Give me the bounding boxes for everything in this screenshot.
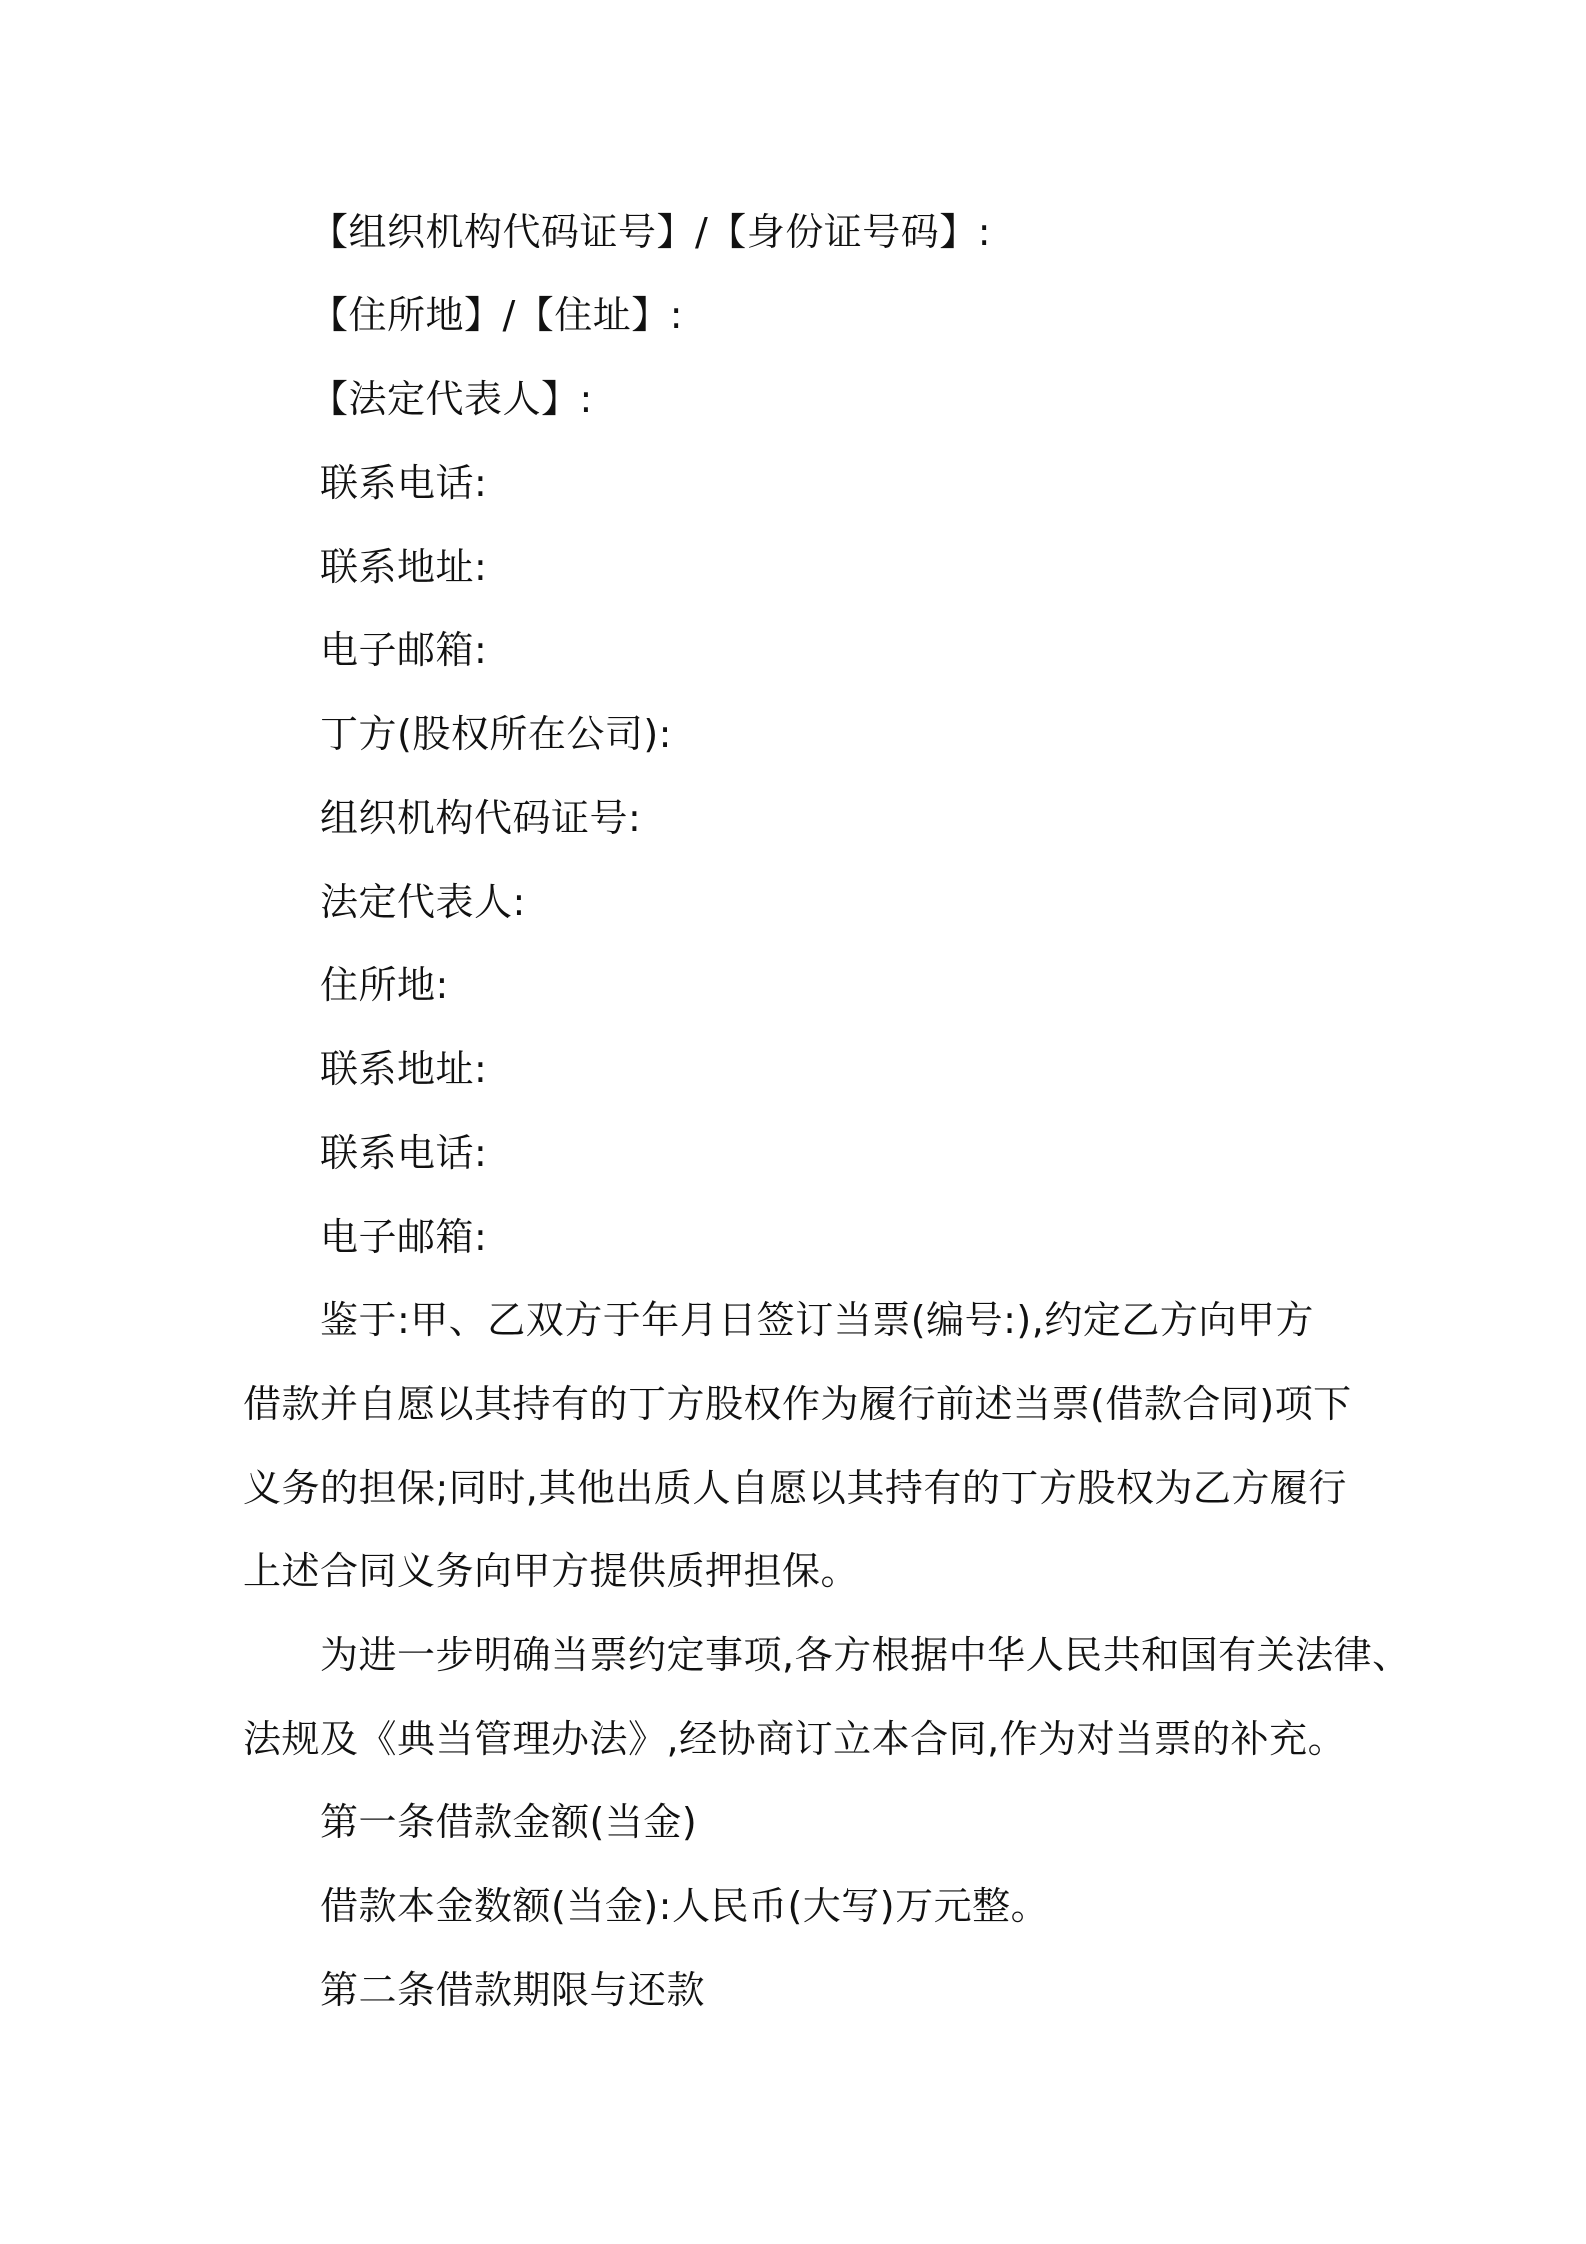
recital-line-3: 义务的担保;同时,其他出质人自愿以其持有的丁方股权为乙方履行 <box>243 1466 1347 1510</box>
purpose-line-2: 法规及《典当管理办法》,经协商订立本合同,作为对当票的补充。 <box>243 1717 1347 1761</box>
article-1-body: 借款本金数额(当金):人民币(大写)万元整。 <box>320 1884 1050 1928</box>
contact-address-field-label: 联系地址: <box>320 545 488 589</box>
residence-field-label: 【住所地】/【住址】: <box>310 293 684 337</box>
party-d-legal-rep-label: 法定代表人: <box>320 880 526 924</box>
party-d-phone-label: 联系电话: <box>320 1131 488 1175</box>
article-2-title: 第二条借款期限与还款 <box>320 1968 706 2012</box>
email-field-label: 电子邮箱: <box>320 628 488 672</box>
party-d-title: 丁方(股权所在公司): <box>320 712 672 756</box>
article-1-title: 第一条借款金额(当金) <box>320 1800 698 1844</box>
purpose-line-1: 为进一步明确当票约定事项,各方根据中华人民共和国有关法律、 <box>320 1633 1411 1677</box>
party-d-contact-address-label: 联系地址: <box>320 1047 488 1091</box>
party-d-org-code-label: 组织机构代码证号: <box>320 796 642 840</box>
recital-line-1: 鉴于:甲、乙双方于年月日签订当票(编号:),约定乙方向甲方 <box>320 1298 1314 1342</box>
party-d-residence-label: 住所地: <box>320 963 449 1007</box>
legal-rep-field-label: 【法定代表人】: <box>310 377 593 421</box>
recital-line-4: 上述合同义务向甲方提供质押担保。 <box>243 1549 860 1593</box>
phone-field-label: 联系电话: <box>320 461 488 505</box>
party-d-email-label: 电子邮箱: <box>320 1215 488 1259</box>
recital-line-2: 借款并自愿以其持有的丁方股权作为履行前述当票(借款合同)项下 <box>243 1382 1352 1426</box>
org-code-field-label: 【组织机构代码证号】/【身份证号码】: <box>310 210 992 254</box>
